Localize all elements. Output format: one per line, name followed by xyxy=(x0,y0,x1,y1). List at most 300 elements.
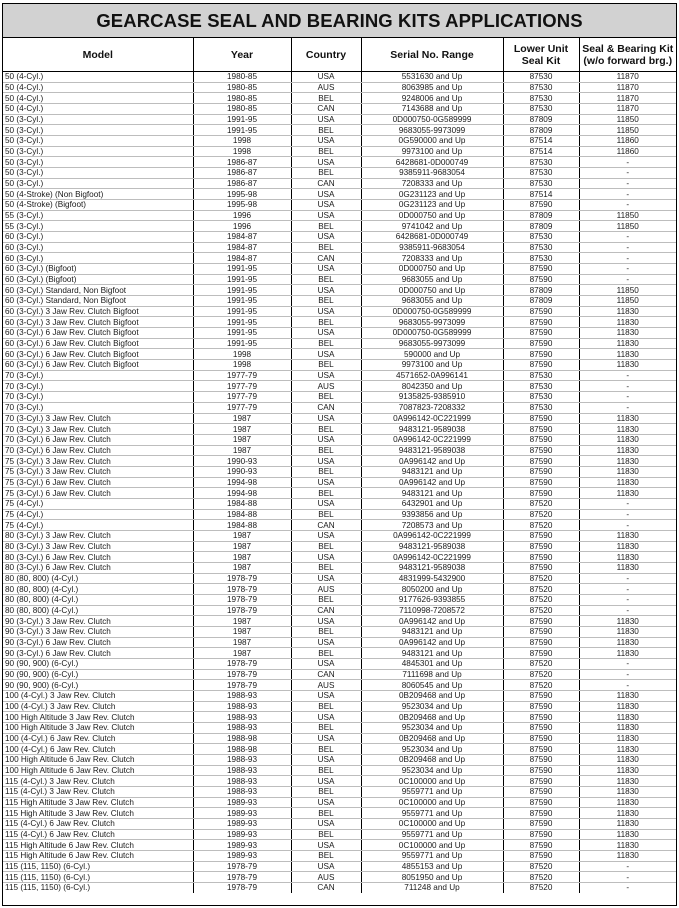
cell-serial-range: 0A996142 and Up xyxy=(361,637,503,648)
cell-country: USA xyxy=(291,733,361,744)
table-row xyxy=(3,168,676,179)
table-row xyxy=(3,883,676,893)
cell-seal-bearing-kit: 11830 xyxy=(579,626,676,637)
cell-country: USA xyxy=(291,328,361,339)
cell-model: 90 (3-Cyl.) 3 Jaw Rev. Clutch xyxy=(3,626,193,637)
cell-lower-unit-seal-kit: 87520 xyxy=(503,872,579,883)
table-row xyxy=(3,114,676,125)
applications-table xyxy=(3,38,676,893)
cell-country: BEL xyxy=(291,168,361,179)
cell-lower-unit-seal-kit: 87809 xyxy=(503,210,579,221)
cell-year: 1989-93 xyxy=(193,797,291,808)
table-row xyxy=(3,264,676,275)
cell-serial-range: 8060545 and Up xyxy=(361,680,503,691)
cell-seal-bearing-kit: 11830 xyxy=(579,488,676,499)
table-row xyxy=(3,221,676,232)
cell-seal-bearing-kit: - xyxy=(579,573,676,584)
header-model: Model xyxy=(3,38,193,72)
table-row xyxy=(3,808,676,819)
table-row xyxy=(3,605,676,616)
cell-lower-unit-seal-kit: 87590 xyxy=(503,434,579,445)
cell-year: 1984-88 xyxy=(193,520,291,531)
cell-year: 1977-79 xyxy=(193,392,291,403)
cell-lower-unit-seal-kit: 87590 xyxy=(503,733,579,744)
cell-country: BEL xyxy=(291,808,361,819)
cell-serial-range: 4571652-0A996141 xyxy=(361,370,503,381)
cell-model: 90 (3-Cyl.) 3 Jaw Rev. Clutch xyxy=(3,616,193,627)
cell-model: 50 (4-Cyl.) xyxy=(3,82,193,93)
cell-year: 1984-88 xyxy=(193,498,291,509)
cell-seal-bearing-kit: 11830 xyxy=(579,541,676,552)
cell-seal-bearing-kit: 11830 xyxy=(579,851,676,862)
cell-serial-range: 9973100 and Up xyxy=(361,146,503,157)
cell-serial-range: 9483121-9589038 xyxy=(361,541,503,552)
cell-serial-range: 6428681-0D000749 xyxy=(361,157,503,168)
cell-serial-range: 0D000750-0G589999 xyxy=(361,306,503,317)
table-row xyxy=(3,104,676,115)
cell-serial-range: 0A996142 and Up xyxy=(361,456,503,467)
cell-seal-bearing-kit: - xyxy=(579,200,676,211)
table-row xyxy=(3,648,676,659)
cell-lower-unit-seal-kit: 87530 xyxy=(503,370,579,381)
cell-country: USA xyxy=(291,776,361,787)
cell-year: 1988-93 xyxy=(193,755,291,766)
cell-year: 1991-95 xyxy=(193,328,291,339)
table-row xyxy=(3,189,676,200)
cell-serial-range: 9483121 and Up xyxy=(361,626,503,637)
cell-serial-range: 7087823-7208332 xyxy=(361,402,503,413)
cell-lower-unit-seal-kit: 87514 xyxy=(503,136,579,147)
cell-seal-bearing-kit: 11830 xyxy=(579,701,676,712)
cell-serial-range: 0G590000 and Up xyxy=(361,136,503,147)
cell-lower-unit-seal-kit: 87590 xyxy=(503,690,579,701)
cell-country: USA xyxy=(291,498,361,509)
cell-lower-unit-seal-kit: 87590 xyxy=(503,424,579,435)
cell-model: 60 (3-Cyl.) xyxy=(3,253,193,264)
cell-seal-bearing-kit: 11830 xyxy=(579,797,676,808)
table-row xyxy=(3,573,676,584)
table-row xyxy=(3,488,676,499)
cell-seal-bearing-kit: - xyxy=(579,189,676,200)
cell-country: BEL xyxy=(291,466,361,477)
cell-country: BEL xyxy=(291,648,361,659)
cell-country: USA xyxy=(291,114,361,125)
cell-seal-bearing-kit: 11860 xyxy=(579,146,676,157)
cell-country: BEL xyxy=(291,829,361,840)
cell-country: BEL xyxy=(291,392,361,403)
cell-year: 1987 xyxy=(193,648,291,659)
cell-lower-unit-seal-kit: 87530 xyxy=(503,82,579,93)
cell-country: USA xyxy=(291,552,361,563)
table-row xyxy=(3,253,676,264)
table-row xyxy=(3,552,676,563)
cell-serial-range: 0B209468 and Up xyxy=(361,690,503,701)
cell-year: 1977-79 xyxy=(193,370,291,381)
cell-model: 60 (3-Cyl.) Standard, Non Bigfoot xyxy=(3,285,193,296)
cell-country: USA xyxy=(291,755,361,766)
cell-seal-bearing-kit: - xyxy=(579,509,676,520)
cell-year: 1990-93 xyxy=(193,466,291,477)
cell-serial-range: 9559771 and Up xyxy=(361,787,503,798)
cell-model: 100 (4-Cyl.) 6 Jaw Rev. Clutch xyxy=(3,733,193,744)
cell-serial-range: 0C100000 and Up xyxy=(361,797,503,808)
cell-country: USA xyxy=(291,712,361,723)
cell-country: USA xyxy=(291,264,361,275)
table-row xyxy=(3,690,676,701)
cell-model: 50 (3-Cyl.) xyxy=(3,157,193,168)
cell-year: 1996 xyxy=(193,210,291,221)
cell-model: 55 (3-Cyl.) xyxy=(3,210,193,221)
cell-year: 1978-79 xyxy=(193,658,291,669)
cell-year: 1998 xyxy=(193,136,291,147)
cell-year: 1978-79 xyxy=(193,605,291,616)
cell-seal-bearing-kit: 11830 xyxy=(579,776,676,787)
cell-model: 60 (3-Cyl.) (Bigfoot) xyxy=(3,274,193,285)
cell-country: BEL xyxy=(291,744,361,755)
cell-model: 115 (4-Cyl.) 3 Jaw Rev. Clutch xyxy=(3,776,193,787)
cell-model: 75 (3-Cyl.) 6 Jaw Rev. Clutch xyxy=(3,477,193,488)
cell-year: 1980-85 xyxy=(193,104,291,115)
table-row xyxy=(3,72,676,83)
cell-lower-unit-seal-kit: 87809 xyxy=(503,125,579,136)
cell-model: 60 (3-Cyl.) (Bigfoot) xyxy=(3,264,193,275)
cell-serial-range: 0A996142 and Up xyxy=(361,477,503,488)
cell-seal-bearing-kit: 11870 xyxy=(579,72,676,83)
cell-country: CAN xyxy=(291,402,361,413)
cell-model: 75 (4-Cyl.) xyxy=(3,498,193,509)
table-row xyxy=(3,498,676,509)
cell-country: BEL xyxy=(291,562,361,573)
cell-country: BEL xyxy=(291,221,361,232)
cell-country: USA xyxy=(291,413,361,424)
cell-model: 55 (3-Cyl.) xyxy=(3,221,193,232)
cell-year: 1986-87 xyxy=(193,168,291,179)
table-row xyxy=(3,413,676,424)
cell-serial-range: 7143688 and Up xyxy=(361,104,503,115)
cell-lower-unit-seal-kit: 87520 xyxy=(503,680,579,691)
cell-serial-range: 9483121 and Up xyxy=(361,488,503,499)
cell-year: 1987 xyxy=(193,434,291,445)
cell-serial-range: 0G231123 and Up xyxy=(361,200,503,211)
cell-lower-unit-seal-kit: 87590 xyxy=(503,722,579,733)
cell-model: 70 (3-Cyl.) 3 Jaw Rev. Clutch xyxy=(3,413,193,424)
cell-lower-unit-seal-kit: 87590 xyxy=(503,626,579,637)
cell-model: 60 (3-Cyl.) 3 Jaw Rev. Clutch Bigfoot xyxy=(3,317,193,328)
cell-year: 1998 xyxy=(193,349,291,360)
cell-model: 70 (3-Cyl.) 6 Jaw Rev. Clutch xyxy=(3,434,193,445)
header-year: Year xyxy=(193,38,291,72)
cell-seal-bearing-kit: - xyxy=(579,402,676,413)
cell-lower-unit-seal-kit: 87530 xyxy=(503,402,579,413)
table-row xyxy=(3,328,676,339)
cell-model: 100 High Altitude 6 Jaw Rev. Clutch xyxy=(3,765,193,776)
table-row xyxy=(3,594,676,605)
cell-country: USA xyxy=(291,573,361,584)
cell-year: 1994-98 xyxy=(193,477,291,488)
cell-lower-unit-seal-kit: 87530 xyxy=(503,392,579,403)
cell-model: 100 High Altitude 3 Jaw Rev. Clutch xyxy=(3,712,193,723)
table-row xyxy=(3,797,676,808)
cell-serial-range: 590000 and Up xyxy=(361,349,503,360)
cell-lower-unit-seal-kit: 87530 xyxy=(503,168,579,179)
cell-year: 1991-95 xyxy=(193,296,291,307)
table-row xyxy=(3,232,676,243)
table-body xyxy=(3,72,676,893)
cell-lower-unit-seal-kit: 87590 xyxy=(503,349,579,360)
cell-serial-range: 4831999-5432900 xyxy=(361,573,503,584)
cell-year: 1990-93 xyxy=(193,456,291,467)
page-title: GEARCASE SEAL AND BEARING KITS APPLICATIONS xyxy=(96,9,583,31)
table-row xyxy=(3,584,676,595)
cell-country: BEL xyxy=(291,146,361,157)
cell-lower-unit-seal-kit: 87590 xyxy=(503,200,579,211)
table-row xyxy=(3,242,676,253)
cell-model: 70 (3-Cyl.) xyxy=(3,392,193,403)
cell-serial-range: 0B209468 and Up xyxy=(361,755,503,766)
cell-year: 1980-85 xyxy=(193,82,291,93)
cell-serial-range: 9483121-9589038 xyxy=(361,445,503,456)
cell-model: 50 (3-Cyl.) xyxy=(3,136,193,147)
cell-country: BEL xyxy=(291,541,361,552)
cell-country: USA xyxy=(291,637,361,648)
cell-serial-range: 0D000750-0G589999 xyxy=(361,114,503,125)
cell-model: 75 (3-Cyl.) 3 Jaw Rev. Clutch xyxy=(3,456,193,467)
cell-lower-unit-seal-kit: 87809 xyxy=(503,114,579,125)
cell-serial-range: 9523034 and Up xyxy=(361,765,503,776)
table-row xyxy=(3,520,676,531)
cell-serial-range: 7208573 and Up xyxy=(361,520,503,531)
cell-lower-unit-seal-kit: 87590 xyxy=(503,274,579,285)
cell-seal-bearing-kit: - xyxy=(579,232,676,243)
cell-country: AUS xyxy=(291,680,361,691)
cell-year: 1991-95 xyxy=(193,264,291,275)
cell-lower-unit-seal-kit: 87590 xyxy=(503,787,579,798)
cell-seal-bearing-kit: 11860 xyxy=(579,136,676,147)
cell-seal-bearing-kit: 11830 xyxy=(579,328,676,339)
cell-lower-unit-seal-kit: 87514 xyxy=(503,146,579,157)
cell-model: 75 (4-Cyl.) xyxy=(3,520,193,531)
cell-model: 50 (4-Cyl.) xyxy=(3,72,193,83)
table-row xyxy=(3,136,676,147)
cell-country: BEL xyxy=(291,424,361,435)
cell-lower-unit-seal-kit: 87590 xyxy=(503,616,579,627)
cell-serial-range: 0A996142-0C221999 xyxy=(361,552,503,563)
cell-seal-bearing-kit: 11830 xyxy=(579,808,676,819)
cell-serial-range: 8063985 and Up xyxy=(361,82,503,93)
cell-model: 115 High Altitude 3 Jaw Rev. Clutch xyxy=(3,808,193,819)
cell-seal-bearing-kit: 11850 xyxy=(579,125,676,136)
cell-country: CAN xyxy=(291,104,361,115)
table-row xyxy=(3,819,676,830)
table-row xyxy=(3,146,676,157)
table-row xyxy=(3,840,676,851)
cell-country: BEL xyxy=(291,296,361,307)
cell-country: CAN xyxy=(291,178,361,189)
cell-seal-bearing-kit: 11830 xyxy=(579,317,676,328)
cell-model: 70 (3-Cyl.) 3 Jaw Rev. Clutch xyxy=(3,424,193,435)
cell-seal-bearing-kit: 11830 xyxy=(579,722,676,733)
cell-serial-range: 0C100000 and Up xyxy=(361,776,503,787)
cell-year: 1989-93 xyxy=(193,829,291,840)
cell-country: AUS xyxy=(291,381,361,392)
cell-country: BEL xyxy=(291,274,361,285)
cell-lower-unit-seal-kit: 87590 xyxy=(503,456,579,467)
cell-year: 1995-98 xyxy=(193,200,291,211)
cell-seal-bearing-kit: - xyxy=(579,370,676,381)
cell-model: 80 (80, 800) (4-Cyl.) xyxy=(3,584,193,595)
cell-model: 115 (115, 1150) (6-Cyl.) xyxy=(3,883,193,893)
cell-model: 115 (4-Cyl.) 6 Jaw Rev. Clutch xyxy=(3,819,193,830)
cell-model: 80 (80, 800) (4-Cyl.) xyxy=(3,573,193,584)
table-row xyxy=(3,541,676,552)
table-row xyxy=(3,445,676,456)
cell-seal-bearing-kit: - xyxy=(579,242,676,253)
table-row xyxy=(3,872,676,883)
cell-serial-range: 9683055-9973099 xyxy=(361,317,503,328)
cell-lower-unit-seal-kit: 87590 xyxy=(503,744,579,755)
cell-year: 1978-79 xyxy=(193,872,291,883)
cell-lower-unit-seal-kit: 87809 xyxy=(503,285,579,296)
table-row xyxy=(3,477,676,488)
kit-applications-sheet xyxy=(2,3,677,906)
table-row xyxy=(3,434,676,445)
cell-year: 1984-87 xyxy=(193,242,291,253)
cell-year: 1984-87 xyxy=(193,253,291,264)
cell-lower-unit-seal-kit: 87590 xyxy=(503,264,579,275)
cell-country: BEL xyxy=(291,851,361,862)
cell-country: AUS xyxy=(291,584,361,595)
cell-lower-unit-seal-kit: 87590 xyxy=(503,755,579,766)
cell-seal-bearing-kit: - xyxy=(579,680,676,691)
cell-lower-unit-seal-kit: 87590 xyxy=(503,648,579,659)
cell-lower-unit-seal-kit: 87520 xyxy=(503,573,579,584)
cell-model: 60 (3-Cyl.) 6 Jaw Rev. Clutch Bigfoot xyxy=(3,360,193,371)
cell-model: 80 (3-Cyl.) 3 Jaw Rev. Clutch xyxy=(3,530,193,541)
cell-country: USA xyxy=(291,797,361,808)
cell-lower-unit-seal-kit: 87809 xyxy=(503,221,579,232)
table-row xyxy=(3,82,676,93)
cell-serial-range: 8051950 and Up xyxy=(361,872,503,883)
cell-seal-bearing-kit: - xyxy=(579,669,676,680)
cell-year: 1989-93 xyxy=(193,851,291,862)
cell-serial-range: 9483121 and Up xyxy=(361,466,503,477)
cell-year: 1986-87 xyxy=(193,178,291,189)
table-row xyxy=(3,861,676,872)
cell-year: 1987 xyxy=(193,552,291,563)
cell-country: USA xyxy=(291,477,361,488)
cell-year: 1988-93 xyxy=(193,722,291,733)
cell-country: BEL xyxy=(291,722,361,733)
cell-year: 1991-95 xyxy=(193,306,291,317)
table-header xyxy=(3,38,676,72)
header-seal-line2: (w/o forward brg.) xyxy=(583,54,673,67)
cell-country: BEL xyxy=(291,360,361,371)
cell-country: USA xyxy=(291,136,361,147)
cell-country: AUS xyxy=(291,82,361,93)
cell-serial-range: 9385911-9683054 xyxy=(361,242,503,253)
cell-year: 1988-98 xyxy=(193,733,291,744)
cell-serial-range: 0A996142-0C221999 xyxy=(361,413,503,424)
cell-country: CAN xyxy=(291,520,361,531)
cell-country: BEL xyxy=(291,701,361,712)
cell-year: 1991-95 xyxy=(193,274,291,285)
cell-serial-range: 9559771 and Up xyxy=(361,808,503,819)
cell-model: 80 (3-Cyl.) 6 Jaw Rev. Clutch xyxy=(3,562,193,573)
cell-seal-bearing-kit: 11830 xyxy=(579,552,676,563)
cell-seal-bearing-kit: 11830 xyxy=(579,637,676,648)
cell-serial-range: 9683055 and Up xyxy=(361,274,503,285)
cell-seal-bearing-kit: 11870 xyxy=(579,82,676,93)
table-row xyxy=(3,360,676,371)
cell-lower-unit-seal-kit: 87590 xyxy=(503,765,579,776)
cell-serial-range: 8042350 and Up xyxy=(361,381,503,392)
cell-year: 1988-93 xyxy=(193,701,291,712)
cell-country: BEL xyxy=(291,445,361,456)
cell-year: 1989-93 xyxy=(193,819,291,830)
cell-country: USA xyxy=(291,189,361,200)
table-row xyxy=(3,616,676,627)
cell-year: 1987 xyxy=(193,445,291,456)
cell-year: 1987 xyxy=(193,541,291,552)
cell-year: 1987 xyxy=(193,616,291,627)
cell-serial-range: 5531630 and Up xyxy=(361,72,503,83)
cell-serial-range: 0A996142 and Up xyxy=(361,616,503,627)
table-row xyxy=(3,178,676,189)
cell-seal-bearing-kit: - xyxy=(579,253,676,264)
cell-model: 50 (3-Cyl.) xyxy=(3,114,193,125)
cell-seal-bearing-kit: 11830 xyxy=(579,829,676,840)
cell-serial-range: 0B209468 and Up xyxy=(361,712,503,723)
cell-year: 1984-87 xyxy=(193,232,291,243)
cell-lower-unit-seal-kit: 87809 xyxy=(503,296,579,307)
cell-year: 1978-79 xyxy=(193,669,291,680)
cell-model: 75 (3-Cyl.) 3 Jaw Rev. Clutch xyxy=(3,466,193,477)
cell-year: 1996 xyxy=(193,221,291,232)
cell-lower-unit-seal-kit: 87520 xyxy=(503,498,579,509)
cell-lower-unit-seal-kit: 87590 xyxy=(503,797,579,808)
cell-year: 1978-79 xyxy=(193,573,291,584)
cell-country: BEL xyxy=(291,338,361,349)
cell-seal-bearing-kit: 11870 xyxy=(579,104,676,115)
table-row xyxy=(3,466,676,477)
cell-serial-range: 9559771 and Up xyxy=(361,829,503,840)
cell-country: USA xyxy=(291,210,361,221)
cell-year: 1991-95 xyxy=(193,285,291,296)
cell-model: 60 (3-Cyl.) 6 Jaw Rev. Clutch Bigfoot xyxy=(3,349,193,360)
cell-serial-range: 9741042 and Up xyxy=(361,221,503,232)
table-row xyxy=(3,296,676,307)
table-row xyxy=(3,509,676,520)
table-row xyxy=(3,712,676,723)
cell-country: BEL xyxy=(291,242,361,253)
cell-year: 1986-87 xyxy=(193,157,291,168)
cell-seal-bearing-kit: - xyxy=(579,861,676,872)
cell-serial-range: 9523034 and Up xyxy=(361,722,503,733)
cell-seal-bearing-kit: 11830 xyxy=(579,456,676,467)
cell-serial-range: 0C100000 and Up xyxy=(361,840,503,851)
table-row xyxy=(3,562,676,573)
cell-seal-bearing-kit: - xyxy=(579,498,676,509)
cell-lower-unit-seal-kit: 87590 xyxy=(503,488,579,499)
cell-model: 90 (90, 900) (6-Cyl.) xyxy=(3,680,193,691)
cell-lower-unit-seal-kit: 87590 xyxy=(503,445,579,456)
table-row xyxy=(3,456,676,467)
cell-year: 1998 xyxy=(193,360,291,371)
cell-lower-unit-seal-kit: 87520 xyxy=(503,520,579,531)
cell-lower-unit-seal-kit: 87520 xyxy=(503,509,579,520)
table-row xyxy=(3,93,676,104)
cell-lower-unit-seal-kit: 87590 xyxy=(503,530,579,541)
